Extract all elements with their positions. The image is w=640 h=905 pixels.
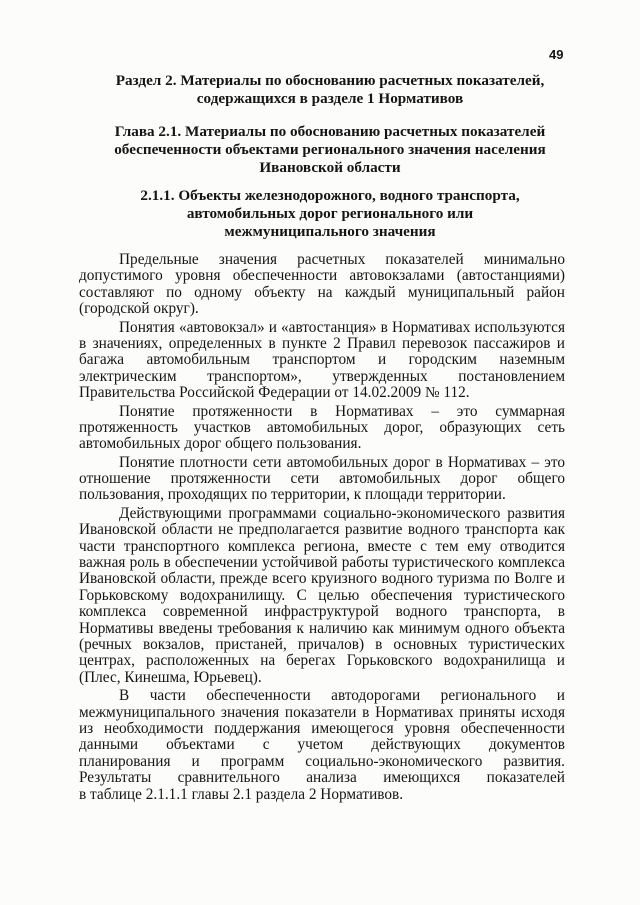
text-line: отношение протяженности сети автомобильных дорог общего [79,471,565,488]
text-line: автомобильных дорог общего пользования. [79,436,362,453]
text-line: багажа автомобильным транспортом и городским наземным [79,352,565,369]
text-line: важная роль в обеспечении устойчивой работы туристического комплекса [79,555,565,572]
subsection-heading-line: автомобильных дорог регионального или [186,205,474,222]
text-line: пользования, проходящих по территории, к площади территории. [79,487,506,504]
text-line: Понятие протяженности в Нормативах – это суммарная [119,403,565,420]
text-line: Результаты сравнительного анализа имеющихся показателей [79,770,565,787]
text-line: (городской округ). [79,301,199,318]
paragraph-terms-definition [79,320,565,402]
chapter-heading-line: Глава 2.1. Материалы по обоснованию расчетных показателей [114,123,546,140]
text-line: в значениях, определенных в пункте 2 Правил перевозок пассажиров и [79,335,565,352]
text-line: части транспортного комплекса региона, вместе с тем ему отводится [79,538,565,555]
paragraph-water-transport [79,506,565,686]
section-heading-line: содержащихся в разделе 1 Нормативов [196,90,464,107]
text-line: планирования и программ социально-экономического развития. [79,753,565,770]
chapter-heading-line: обеспеченности объектами регионального значения населения [114,141,546,158]
text-line: В части обеспеченности автодорогами регионального и [119,688,565,705]
text-line: Ивановской области, прежде всего круизного водного туризма по Волге и [79,571,565,588]
text-line: протяженность участков автомобильных дорог, образующих сеть [79,419,565,436]
text-line: Ивановской области не предполагается развитие водного транспорта как [79,522,565,539]
text-line: центрах, расположенных на берегах Горьковского водохранилища и [79,653,565,670]
text-line: данными объектами с учетом действующих документов [79,737,565,754]
section-heading [80,72,580,108]
section-heading-line: Раздел 2. Материалы по обоснованию расчетных показателей, [115,72,545,89]
body-text [79,252,565,805]
chapter-heading [80,123,580,177]
subsection-heading-line: 2.1.1. Объекты железнодорожного, водного транспорта, [140,187,520,204]
paragraph-road-provision [79,688,565,803]
text-line: Горьковскому водохранилищу. С целью обеспечения туристического [79,587,565,604]
paragraph-autostations-norm [79,252,565,318]
text-line: из необходимости поддержания имеющегося уровня обеспеченности [79,720,565,737]
text-line: Понятие плотности сети автомобильных дорог в Нормативах – это [119,454,565,471]
subsection-heading-line: межмуниципального значения [224,223,436,240]
text-line: (Плес, Кинешма, Юрьевец). [79,669,262,686]
text-line: составляют по одному объекту на каждый муниципальный район [79,284,565,301]
text-line: Действующими программами социально-экономического развития [119,505,565,522]
text-line: комплекса современной инфраструктурой водного транспорта, в [79,604,565,621]
text-line: Предельные значения расчетных показателей минимально [119,252,565,268]
text-line: Нормативы введены требования к наличию как минимум одного объекта [79,620,565,637]
paragraph-length-definition [79,404,565,453]
paragraph-density-definition [79,455,565,504]
text-line: в таблице 2.1.1.1 главы 2.1 раздела 2 Нормативов. [79,786,404,803]
page-number: 49 [549,47,564,62]
text-line: межмуниципального значения показатели в Нормативах приняты исходя [79,704,565,721]
text-line: Понятия «автовокзал» и «автостанция» в Нормативах используются [119,319,565,336]
subsection-heading [80,187,580,241]
text-line: допустимого уровня обеспеченности автовокзалами (автостанциями) [79,268,565,285]
chapter-heading-line: Ивановской области [259,159,401,176]
text-line: электрическим транспортом», утвержденных постановлением [79,368,565,385]
text-line: (речных вокзалов, пристаней, причалов) в основных туристических [79,636,565,653]
text-line: Правительства Российской Федерации от 14.02.2009 № 112. [79,385,470,402]
